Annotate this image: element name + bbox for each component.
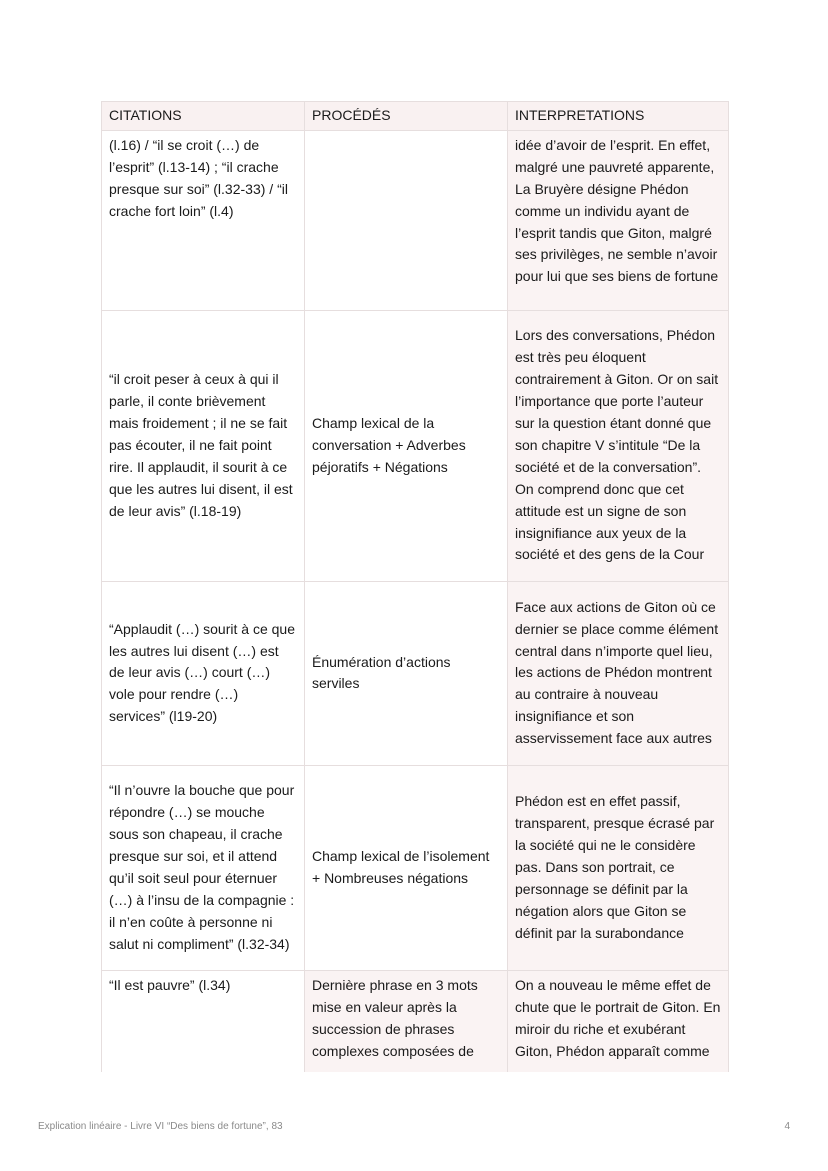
procede-cell: Dernière phrase en 3 mots mise en valeur après la succession de phrases complexes composées de xyxy=(305,970,508,1072)
header-interpretations: INTERPRETATIONS xyxy=(508,102,729,131)
procede-cell: Champ lexical de la conversation + Adverbes péjoratifs + Négations xyxy=(305,310,508,581)
citation-cell: “Il est pauvre” (l.34) xyxy=(102,970,305,1072)
table-row xyxy=(102,581,729,765)
interpretation-cell: Face aux actions de Giton où ce dernier se place comme élément central dans n’importe quel lieu, les actions de Phédon montrent au contraire à nouveau insignifiance et son asservissement face aux autres xyxy=(508,581,729,765)
table-row xyxy=(102,970,729,1072)
table-row xyxy=(102,765,729,970)
table-header-row xyxy=(102,102,729,131)
interpretation-cell: Lors des conversations, Phédon est très peu éloquent contrairement à Giton. Or on sait l’importance que porte l’auteur sur la question étant donné que son chapitre V s’intitule “De la société et de la conversation”. On comprend donc que cet attitude est un signe de son insignifiance aux yeux de la société et des gens de la Cour xyxy=(508,310,729,581)
procede-cell: Énumération d’actions serviles xyxy=(305,581,508,765)
analysis-table xyxy=(101,101,729,1072)
procede-cell xyxy=(305,130,508,310)
page-number: 4 xyxy=(784,1121,790,1132)
citation-cell: “Il n’ouvre la bouche que pour répondre (…) se mouche sous son chapeau, il crache presque sur soi, et il attend qu’il soit seul pour éternuer (…) à l’insu de la compagnie : il n’en coûte à personne ni salut ni compliment” (l.32-34) xyxy=(102,765,305,970)
header-citations: CITATIONS xyxy=(102,102,305,131)
interpretation-cell: Phédon est en effet passif, transparent, presque écrasé par la société qui ne le considère pas. Dans son portrait, ce personnage se définit par la négation alors que Giton se définit par la surabondance xyxy=(508,765,729,970)
citation-cell: “Applaudit (…) sourit à ce que les autres lui disent (…) est de leur avis (…) court (…) vole pour rendre (…) services” (l19-20) xyxy=(102,581,305,765)
interpretation-cell: On a nouveau le même effet de chute que le portrait de Giton. En miroir du riche et exubérant Giton, Phédon apparaît comme xyxy=(508,970,729,1072)
footer-title: Explication linéaire - Livre VI “Des biens de fortune”, 83 xyxy=(38,1121,283,1132)
interpretation-cell: idée d’avoir de l’esprit. En effet, malgré une pauvreté apparente, La Bruyère désigne Phédon comme un individu ayant de l’esprit tandis que Giton, malgré ses privilèges, ne semble n’avoir pour lui que ses biens de fortune xyxy=(508,130,729,310)
procede-cell: Champ lexical de l’isolement + Nombreuses négations xyxy=(305,765,508,970)
citation-cell: “il croit peser à ceux à qui il parle, il conte brièvement mais froidement ; il ne se fait pas écouter, il ne fait point rire. Il applaudit, il sourit à ce que les autres lui disent, il est de leur avis” (l.18-19) xyxy=(102,310,305,581)
header-procedes: PROCÉDÉS xyxy=(305,102,508,131)
citation-cell: (l.16) / “il se croit (…) de l’esprit” (l.13-14) ; “il crache presque sur soi” (l.32-33) / “il crache fort loin” (l.4) xyxy=(102,130,305,310)
table-row xyxy=(102,130,729,310)
table-row xyxy=(102,310,729,581)
